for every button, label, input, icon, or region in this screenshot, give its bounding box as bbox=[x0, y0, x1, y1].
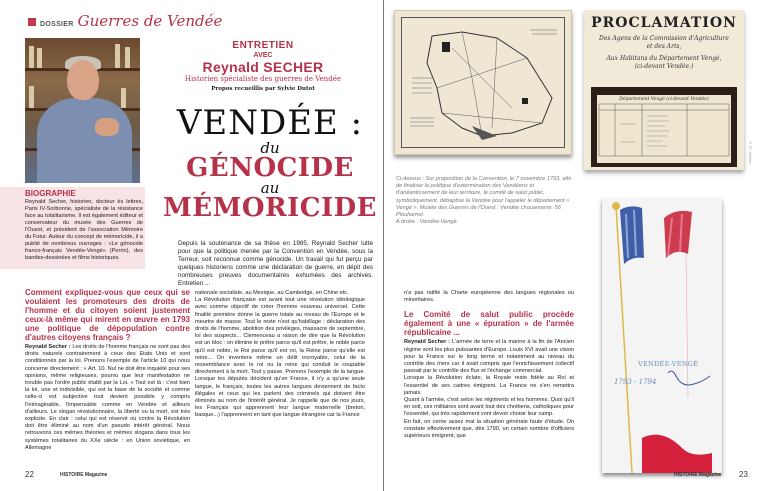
answer-2-speaker: Reynald Secher : bbox=[404, 339, 451, 346]
answer-2-text: L'armée de terre et la marine à la fin de l'Ancien régime sont les plus puissantes d'Europe. Louis XVI avait une vision pour la France sur le long terme et notamment au niveau du contrôle des mers car il avait compris que l'enrichissement collectif passait par le contrôle des flux et l'échange commercial. bbox=[404, 339, 575, 375]
headline-genocide: GÉNOCIDE bbox=[186, 153, 354, 183]
column-1 bbox=[25, 288, 190, 452]
question-1: Comment expliquez-vous que ceux qui se voulaient les promoteurs des droits de l'homme et du citoyen soient justement ceux-là même qui mirent en œuvre en 1793 une politique de dépopulation contre d'autres citoyens français ? bbox=[25, 288, 190, 342]
proclamation-image bbox=[584, 10, 744, 170]
column-2 bbox=[195, 290, 365, 420]
section-label: DOSSIER bbox=[40, 21, 74, 28]
caption-right-text: Vendée-Vengé. bbox=[419, 219, 459, 226]
caption-right-lead: A droite : bbox=[396, 219, 419, 226]
answer-1-speaker: Reynald Secher : bbox=[25, 344, 71, 350]
proclamation-line-2: Aux Habitans du Département Vengé, bbox=[606, 55, 722, 62]
interview-credit: Propos recueillis par Sylvie Dutot bbox=[211, 86, 315, 92]
magazine-name: HISTOIRE Magazine bbox=[60, 472, 108, 478]
answer-2-paragraph: Quant à l'armée, c'est selon les régiments et les hommes. Quoi qu'il en soit, ces militaires sont avant tout des chrétiens, catholiques pour l'essentiel, qui très rapidement vont devoir choisir leur camp. bbox=[404, 397, 574, 418]
proclamation-line-1: Des Agens de la Commission d'Agriculture et des Arts, bbox=[599, 35, 729, 50]
answer-2-paragraph: En fait, on cerne assez mal la situation générale faute d'étude. On constate effectivement que, dès 1790, un certain nombre d'officiers supérieurs émigrent, que bbox=[404, 418, 574, 440]
poster-years: 1793 - 1794 bbox=[614, 378, 657, 386]
table-lines bbox=[597, 102, 731, 157]
answer-1-text: Les droits de l'homme français ne sont pas des droits naturels contrairement à ceux des Etats Unis et sont conditionnés par la loi. Prenons l'exemple de l'article 10 qui nous concerne directement : « Art. 10. Nul ne doit être inquiété pour ses opinions, même religieuses, pourvu que leur manifestation ne trouble pas l'ordre public établi par la Loi. » Tout est là : c'est bien la loi, une et indivisible, qui est la base de la société et comme celle-ci est subjective tout devient possible y compris l'inimaginable, l'impensable comme en Vendée et ailleurs d'ailleurs. Le slogan révolutionnaire, la liberté ou la mort, est très explicite. En clair : celui qui est réservé ou contre la Révolution doit être éliminé au nom d'un pseudo intérêt général. Nous retrouvons ces mêmes théories et mêmes slogans dans tous les systèmes totalitaires du XXe siècle : en Union soviétique, en Allemagne bbox=[25, 344, 191, 451]
interviewee-role: Historien spécialiste des guerres de Vendée bbox=[184, 75, 342, 83]
poster-title: VENDÉE-VENGÉ bbox=[638, 360, 699, 368]
continuation-text: n'a pas ratifié la Charte européenne des langues régionales ou minoritaires. bbox=[404, 290, 574, 304]
interview-with: AVEC bbox=[253, 52, 273, 59]
caption-text: Sur proposition de la Convention, le 7 novembre 1793, afin de finaliser la politique d'extermination des Vendéens et d'anéantissement de leur territoire, le comité de salut public, symboliquement, débaptise la Vendée pour l'appeler le département « Vengé ». Musée des Guerres de l'Ouest : Vendée chouannerie. 56 Plouharnel. bbox=[396, 176, 572, 219]
right-column bbox=[404, 290, 574, 440]
headline-memoricide: MÉMORICIDE bbox=[162, 193, 377, 223]
section-square-icon bbox=[28, 18, 36, 26]
answer-1-paragraph bbox=[25, 344, 190, 452]
proclamation-table-heading: Département Vengé (ci-devant Vendée) bbox=[619, 97, 709, 102]
intro-paragraph: Depuis la soutenance de sa thèse en 1985, Reynald Secher lutte pour que la politique menée par la Convention en Vendée, sous la Terreur, soit reconnue comme génocide. Un travail qui fut perçu par quelques historiens comme une déclaration de guerre, en dépit des nombreuses preuves documentaires exhumées des archives. Entretien ... bbox=[178, 240, 373, 287]
answer-2-paragraph bbox=[404, 339, 574, 375]
vendee-venge-poster bbox=[602, 198, 722, 473]
interviewee-name: Reynald SECHER bbox=[202, 59, 324, 75]
page-number: 22 bbox=[25, 470, 34, 479]
image-caption bbox=[396, 176, 576, 226]
author-photo bbox=[25, 38, 140, 183]
map-drawing bbox=[402, 18, 566, 149]
proclamation-line-3: (ci-devant Vendée.) bbox=[634, 63, 694, 70]
question-2: Le Comité de salut public procède également à une « épuration » de l'armée républicaine ... bbox=[404, 310, 574, 338]
column-2-paragraph: La Révolution française est avant tout une révolution idéologique avec comme objectif de créer l'homme nouveau universel. Cette finalité première donne la guerre totale au niveau de l'Europe et le meurtre de masse. Tout le reste n'est qu'habillage : déclaration des droits de l'homme, abolition des privilèges, massacre de septembre, loi des suspects... Clemenceau a raison de dire que la Révolution est un bloc : on élimine le prêtre parce qu'il est prêtre, le noble parce qu'il est noble, le Roi parce qu'il est roi, la Reine parce qu'elle est reine... On inventera même un délit incroyable, celui de la ressemblance avec le roi ou la reine qui conduit le coupable directement à la mort. Tout y passe. Prenons l'exemple de la langue. Lorsque les députés décident qu'en France, il n'y a qu'une seule langue, le français, toutes les autres langues deviennent de facto illégales et ceux qui les parlent des criminels qui doivent être éliminés au nom de l'intérêt général. Je rappelle que de nos jours, les Français qui apprennent leur langue maternelle (breton, basque...) l'apprennent en tant que langue étrangère car la France bbox=[195, 297, 365, 419]
proclamation-table bbox=[591, 87, 737, 167]
interview-label: ENTRETIEN bbox=[232, 40, 294, 51]
magazine-name: HISTOIRE Magazine bbox=[674, 472, 722, 478]
page-number: 23 bbox=[739, 470, 748, 479]
vendee-map-image bbox=[394, 10, 572, 155]
headline bbox=[150, 105, 390, 221]
right-page bbox=[383, 0, 765, 491]
biography-title: BIOGRAPHIE bbox=[25, 189, 76, 198]
section-header bbox=[28, 12, 222, 30]
biography-text: Reynald Secher, historien, docteur ès lettres, Paris IV-Sorbonne, spécialiste de la résistance face au totalitarisme. Il est également éditeur et conservateur du musée des Guerres de l'Ouest, et président de l'association Mémoire du Futur. Auteur du concept de mémoricide, il a publié de nombreux ouvrages : «Le génocide franco-français Vendée-Vengé» (Perrin), des bandes-dessinées et films historiques. bbox=[25, 199, 143, 261]
answer-2-paragraph: Lorsque la Révolution éclate, la Royale reste fidèle au Roi et l'essentiel de ses cadres émigrent. La France ne s'en remettra jamais. bbox=[404, 375, 574, 396]
photo-credit: © R. Secher bbox=[748, 140, 753, 164]
poster-drawing bbox=[602, 198, 722, 473]
interview-heading bbox=[178, 40, 348, 92]
section-rubric: Guerres de Vendée bbox=[77, 12, 223, 30]
headline-au: au bbox=[260, 179, 280, 197]
headline-vendee: VENDÉE : bbox=[176, 103, 364, 143]
caption-lead: Ci-dessus : bbox=[396, 176, 424, 182]
proclamation-title: PROCLAMATION bbox=[591, 15, 737, 31]
column-2-paragraph: nationale socialiste, au Mexique, au Cambodge, en Chine etc. bbox=[195, 290, 349, 296]
headline-du: du bbox=[260, 139, 280, 157]
